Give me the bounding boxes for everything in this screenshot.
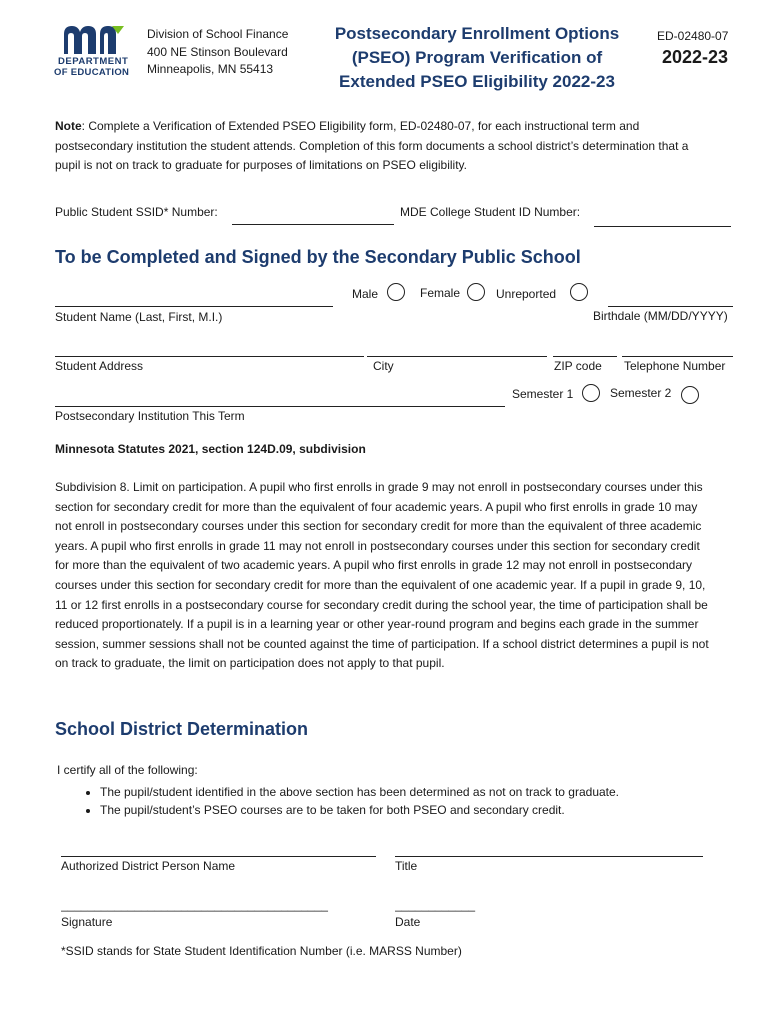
list-item: • The pupil/student’s PSEO courses are to be taken for both PSEO and secondary credit.	[100, 801, 740, 819]
certify-intro: I certify all of the following:	[57, 763, 198, 777]
title-line: (PSEO) Program Verification of	[351, 48, 603, 67]
section2-heading: School District Determination	[55, 719, 309, 739]
zip-line[interactable]	[553, 356, 617, 357]
logo-line1: DEPARTMENT	[58, 56, 129, 67]
note-text: : Complete a Verification of Extended PSEO Eligibility form, ED-02480-07, for each instructional term and postsecondary institution the student attends. Completion of this form documents a school district’s determination that a pupil is not on track to graduate for purposes of limitations on PSEO eligibility.	[55, 119, 689, 173]
birthdate-line[interactable]	[608, 306, 733, 307]
form-number: ED-02480-07	[657, 29, 729, 43]
address-line: Minneapolis, MN 55413	[147, 62, 274, 76]
city-line[interactable]	[367, 356, 547, 357]
form-year: 2022-23	[662, 47, 729, 67]
address-line-input[interactable]	[55, 356, 364, 357]
form-title	[322, 22, 632, 94]
section1-heading: To be Completed and Signed by the Secondary Public School	[55, 247, 581, 267]
zip-label: ZIP code	[554, 359, 602, 373]
title-line: Postsecondary Enrollment Options	[334, 24, 620, 43]
title-line-input[interactable]	[395, 856, 703, 857]
signature-line[interactable]: ________________________________________	[61, 898, 328, 912]
note-label: Note	[55, 119, 82, 133]
gender-female-radio[interactable]	[467, 283, 485, 301]
note-paragraph	[55, 117, 715, 176]
auth-name-line[interactable]	[61, 856, 376, 857]
date-line[interactable]: ____________	[395, 898, 476, 912]
statute-text: Subdivision 8. Limit on participation. A pupil who first enrolls in grade 9 may not enroll in postsecondary courses under this section for secondary credit for more than the equivalent of four academic years. A pupil who first enrolls in grade 10 may not enroll in postsecondary courses under this section for secondary credit for more than the equivalent of three academic years. A pupil who first enrolls in grade 11 may not enroll in postsecondary courses under this section for secondary credit for more than the equivalent of two academic years. A pupil who first enrolls in grade 12 may not enroll in postsecondary courses under this section for secondary credit for more than the equivalent of one academic year. If a pupil in grade 9, 10, 11 or 12 first enrolls in a postsecondary course for secondary credit during the school year, the time of participation shall be reduced proportionately. If a pupil is in a learning year or other year-round program and begins each grade in the summer session, summer sessions shall not be counted against the time of participation. If a school district determines a pupil is not on track to graduate, the limit on participation does not apply to that pupil.	[55, 480, 709, 671]
gender-male-radio[interactable]	[387, 283, 405, 301]
phone-line[interactable]	[622, 356, 733, 357]
logo-line2: OF EDUCATION	[54, 67, 130, 78]
certify-list	[70, 783, 740, 819]
signature-label: Signature	[61, 915, 113, 929]
title-line: Extended PSEO Eligibility 2022-23	[339, 72, 615, 91]
city-label: City	[373, 359, 394, 373]
institution-line[interactable]	[55, 406, 505, 407]
statute-heading: Minnesota Statutes 2021, section 124D.09, subdivision	[55, 442, 366, 456]
birthdate-label: Birthdale (MM/DD/YYYY)	[593, 309, 728, 323]
footnote: *SSID stands for State Student Identification Number (i.e. MARSS Number)	[61, 944, 462, 958]
address-line: Division of School Finance	[147, 27, 289, 41]
semester2-label: Semester 2	[610, 386, 672, 400]
logo	[54, 22, 136, 78]
list-item: • The pupil/student identified in the above section has been determined as not on track to graduate.	[100, 783, 740, 801]
gender-unreported-radio[interactable]	[570, 283, 588, 301]
mde-logo-mark	[54, 22, 136, 56]
address-label: Student Address	[55, 359, 144, 373]
date-label: Date	[395, 915, 421, 929]
ssid-input-line[interactable]	[232, 224, 394, 225]
address-line: 400 NE Stinson Boulevard	[147, 44, 288, 59]
institution-label: Postsecondary Institution This Term	[55, 409, 245, 423]
ssid-label: Public Student SSID* Number:	[55, 205, 218, 219]
college-id-label: MDE College Student ID Number:	[400, 205, 581, 219]
auth-name-label: Authorized District Person Name	[61, 859, 236, 873]
title-label: Title	[395, 859, 418, 873]
student-name-label: Student Name (Last, First, M.I.)	[55, 310, 223, 324]
gender-male-label: Male	[352, 287, 379, 301]
semester1-radio[interactable]	[582, 384, 600, 402]
phone-label: Telephone Number	[624, 359, 726, 373]
college-id-input-line[interactable]	[594, 226, 731, 227]
address-block	[147, 26, 288, 79]
semester2-radio[interactable]	[681, 386, 699, 404]
gender-unreported-label: Unreported	[496, 287, 557, 301]
gender-female-label: Female	[420, 286, 461, 300]
semester1-label: Semester 1	[512, 387, 574, 401]
student-name-line[interactable]	[55, 306, 333, 307]
